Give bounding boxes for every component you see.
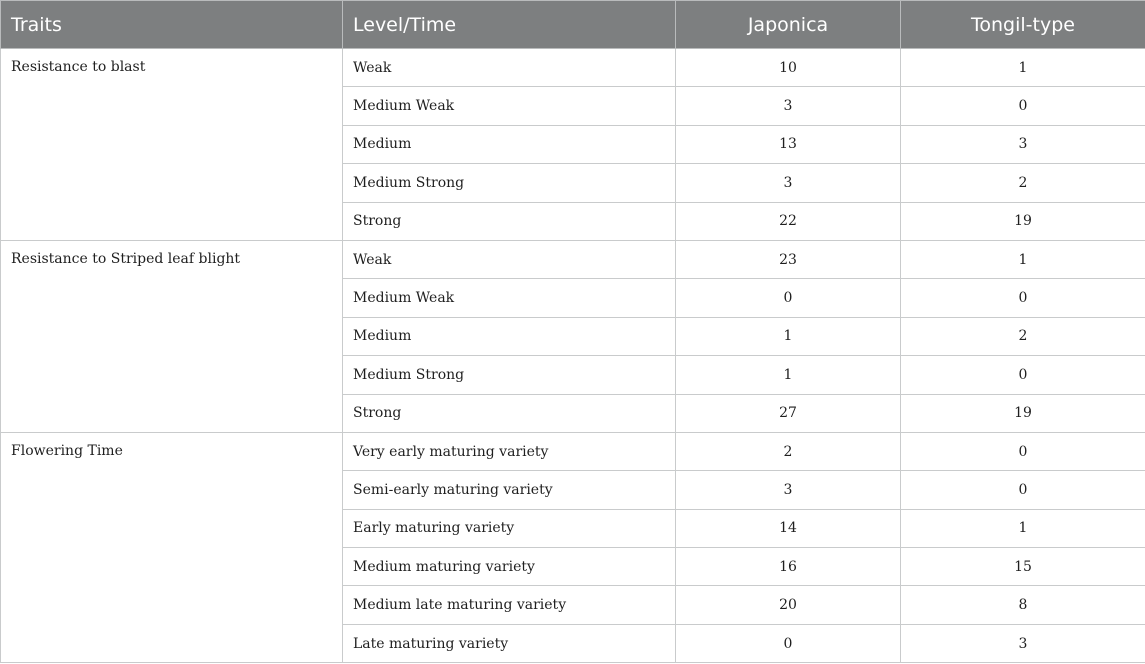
tongil-cell: 1 [901,509,1145,547]
japonica-cell: 23 [676,240,901,278]
japonica-cell: 3 [676,87,901,125]
japonica-cell: 14 [676,509,901,547]
japonica-cell: 1 [676,317,901,355]
japonica-cell: 13 [676,125,901,163]
table-row [1,432,1145,470]
tongil-cell: 19 [901,202,1145,240]
table-header [1,1,1145,49]
trait-cell: Resistance to blast [1,49,343,241]
header-row [1,1,1145,49]
tongil-cell: 0 [901,356,1145,394]
japonica-cell: 27 [676,394,901,432]
tongil-cell: 15 [901,548,1145,586]
level-cell: Strong [343,202,676,240]
header-japonica: Japonica [676,1,901,49]
level-cell: Early maturing variety [343,509,676,547]
japonica-cell: 0 [676,624,901,662]
level-cell: Medium Strong [343,164,676,202]
level-cell: Medium Weak [343,87,676,125]
japonica-cell: 3 [676,471,901,509]
japonica-cell: 10 [676,49,901,87]
japonica-cell: 3 [676,164,901,202]
tongil-cell: 0 [901,279,1145,317]
japonica-cell: 22 [676,202,901,240]
table-body [1,49,1145,663]
level-cell: Weak [343,49,676,87]
japonica-cell: 2 [676,432,901,470]
level-cell: Medium [343,317,676,355]
tongil-cell: 0 [901,471,1145,509]
level-cell: Late maturing variety [343,624,676,662]
level-cell: Medium Strong [343,356,676,394]
header-tongil-type: Tongil-type [901,1,1145,49]
tongil-cell: 3 [901,624,1145,662]
japonica-cell: 0 [676,279,901,317]
tongil-cell: 2 [901,164,1145,202]
header-traits: Traits [1,1,343,49]
tongil-cell: 19 [901,394,1145,432]
level-cell: Very early maturing variety [343,432,676,470]
tongil-cell: 0 [901,432,1145,470]
tongil-cell: 2 [901,317,1145,355]
level-cell: Medium [343,125,676,163]
trait-cell: Flowering Time [1,432,343,662]
table-row [1,49,1145,87]
tongil-cell: 1 [901,49,1145,87]
header-level-time: Level/Time [343,1,676,49]
japonica-cell: 1 [676,356,901,394]
japonica-cell: 16 [676,548,901,586]
japonica-cell: 20 [676,586,901,624]
tongil-cell: 1 [901,240,1145,278]
level-cell: Medium late maturing variety [343,586,676,624]
level-cell: Medium maturing variety [343,548,676,586]
tongil-cell: 8 [901,586,1145,624]
level-cell: Medium Weak [343,279,676,317]
level-cell: Semi-early maturing variety [343,471,676,509]
level-cell: Weak [343,240,676,278]
tongil-cell: 3 [901,125,1145,163]
level-cell: Strong [343,394,676,432]
tongil-cell: 0 [901,87,1145,125]
trait-cell: Resistance to Striped leaf blight [1,240,343,432]
table-row [1,240,1145,278]
